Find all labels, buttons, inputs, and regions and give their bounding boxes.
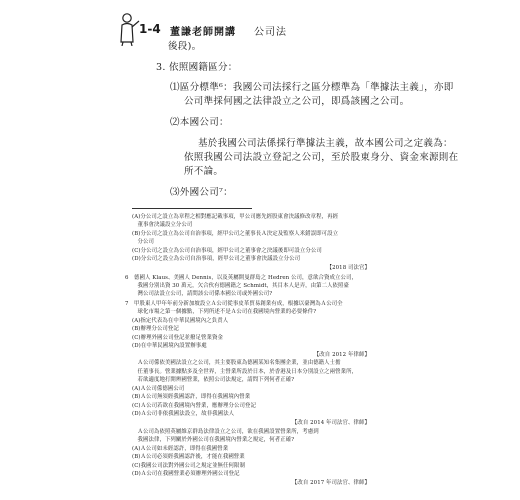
footnote-line: 董事會決議設立分公司 bbox=[132, 222, 193, 228]
section-heading: 3. 依照國籍區分： bbox=[156, 62, 238, 73]
body-line: 公司準採何國之法律設立之公司，即爲該國之公司。 bbox=[184, 96, 410, 107]
footnote-line: 任董事長。營業據點多及全世界，主營業所設於日本，於香港及日本分別設立之兩營業所， bbox=[132, 369, 358, 375]
footnote-divider bbox=[132, 208, 252, 209]
footnote-line: (B)Ａ公司無須經我國認許，即得在我國境內營業 bbox=[132, 394, 251, 400]
footnote-line: 灣公司法設立公司，請問該公司係本國公司或外國公司? bbox=[132, 291, 273, 297]
footnote-line: (C)我國公司法對外國公司之規定並無任何限制 bbox=[132, 463, 245, 469]
subheading: ⑶外國公司⁷： bbox=[170, 187, 233, 198]
footnote-line: (C)辦理外國公司登記並撥足營業資金 bbox=[132, 335, 223, 341]
footnote-line: (D)Ａ公司在我國營業必須辦理外國公司登記 bbox=[132, 471, 240, 477]
footnote-line: 【改自 2014 年司法官、律師】 bbox=[291, 420, 370, 426]
footnote-line: 【改自 2012 年律師】 bbox=[313, 352, 370, 358]
footnote-line: 7 甲股東人甲年年前分新加坡設立Ａ公司從事皮革貿易創業有成，根據以臺灣為Ａ公司全 bbox=[125, 301, 343, 307]
subheading: ⑵本國公司： bbox=[170, 117, 229, 128]
body-line: 依照我國公司法設立登記之公司，至於股東身分、資金來源則在 bbox=[184, 152, 459, 163]
body-line: 後段)。 bbox=[168, 41, 202, 52]
footnote-line: 【改自 2017 年司法官、律師】 bbox=[291, 480, 370, 486]
footnote-line: (A)Ａ公司係德國公司 bbox=[132, 386, 185, 392]
body-line: 基於我國公司法係採行準據法主義，故本國公司之定義為： bbox=[198, 138, 453, 149]
footnote-line: (B)分公司之設立為公司自治事項，經甲公司之董事長Ａ決定及監察人米錯誤即可設立 bbox=[132, 231, 339, 237]
chapter-number: 1-4 bbox=[139, 22, 161, 36]
footnote-line: (D)分公司之設立為公司自治事項，經甲公司之董事會決議設立分公司 bbox=[132, 256, 301, 262]
footnote-line: 球化市場之第一個據點，下列所述不是Ａ公司在我國境內營業的必要條件? bbox=[132, 309, 317, 315]
footnote-line: 我國法律，下列關於外國公司在我國境內營業之規定，何者正確? bbox=[132, 437, 295, 443]
footnote-line: Ａ公司為依照英屬維京群島法律設立之公司，欲在我國設置營業所，考慮到 bbox=[132, 429, 319, 435]
footnote-line: (D)Ａ公司非依我國法設立，故非我國法人 bbox=[132, 411, 235, 417]
body-line: 所不論。 bbox=[184, 166, 224, 177]
header-subject: 公司法 bbox=[254, 27, 287, 38]
header-title: 董謙老師開講 bbox=[170, 27, 236, 38]
footnote-line: 我國分別出資 30 萬元，欠合伙有德國籍之 Schmidt，其目本人是弄，由第二人依照臺 bbox=[132, 283, 350, 289]
footnote-line: (C)分公司之設立為公司自治事項，經甲公司之董事會之決議後即可設立分公司 bbox=[132, 248, 322, 254]
footnote-line: (B)辦理分公司登記 bbox=[132, 326, 179, 332]
body-line: ⑴區分標準⁶：我國公司法採行之區分標準為「準據法主義」，亦即 bbox=[170, 82, 454, 93]
footnote-line: 6 德國人 Klaus、美國人 Dennis，以及英屬開曼群島之 Hedren 公司，意欲合資成立公司， bbox=[125, 275, 357, 281]
footnote-line: (A)Ａ公司如未經認許，即得在我國營業 bbox=[132, 446, 229, 452]
footnote-line: (A)指定代表為在中華民國境內之負責人 bbox=[132, 318, 229, 324]
footnote-line: (D)在中華民國境內設置辦事處 bbox=[132, 343, 207, 349]
footnote-line: (A)分公司之設立為章程之相對應記載事項，甲公司應先經股東會決議修改章程，再經 bbox=[132, 214, 339, 220]
footnote-line: 若欲適度地打開辨國營業，依照公司法規定，請問下列何者正確? bbox=[132, 377, 295, 383]
footnote-line: Ａ公司係依美國法設立之公司，其主要股東為德國某知名集團企業，並由德籍人士擔 bbox=[132, 360, 341, 366]
footnote-line: (B)Ａ公司必須經我國認許後，才能在我國營業 bbox=[132, 454, 245, 460]
footnote-line: 【2018 司法官】 bbox=[326, 265, 370, 271]
footnote-line: 分公司 bbox=[132, 239, 154, 245]
footnote-line: (C)Ａ公司若欲在我國境內營業，應辦理分公司登記 bbox=[132, 403, 256, 409]
